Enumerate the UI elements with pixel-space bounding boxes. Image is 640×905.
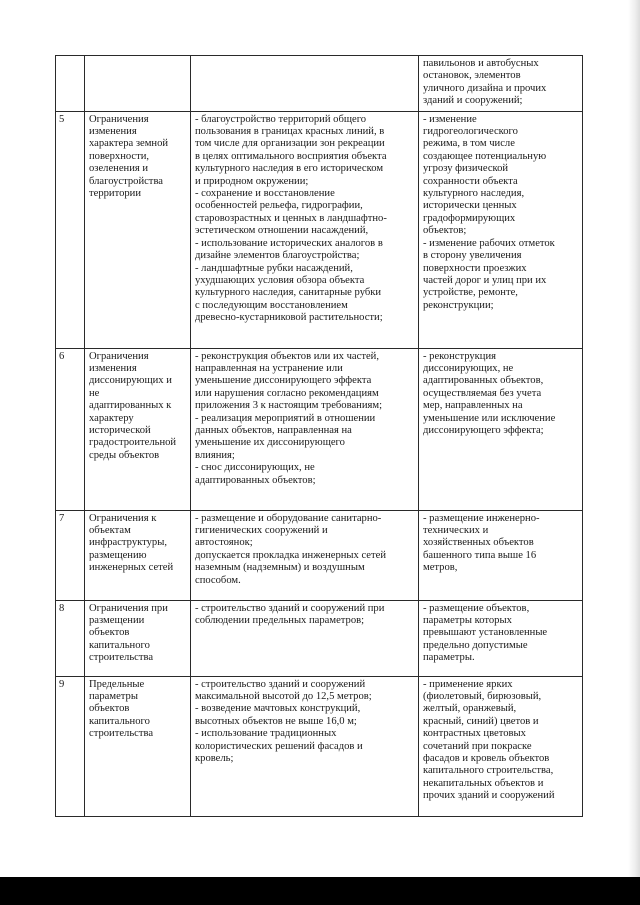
row-number: 9 <box>56 676 85 816</box>
name-line: размещению <box>89 549 147 561</box>
forbidden-line: контрастных цветовых <box>423 728 526 740</box>
scan-bottom-border <box>0 877 640 905</box>
allowed-line: уменьшение их диссонирующего <box>195 437 345 449</box>
forbidden-line: фасадов и кровель объектов <box>423 753 550 765</box>
name-line: объектов <box>89 627 130 639</box>
allowed-line: - реализация мероприятий в отношении <box>195 412 376 424</box>
name-line: озеленения и <box>89 163 149 175</box>
forbidden-line: остановок, элементов <box>423 70 521 82</box>
forbidden-cell <box>419 56 583 112</box>
forbidden-line: павильонов и автобусных <box>423 58 539 69</box>
name-line: Ограничения при <box>89 602 168 614</box>
forbidden-line: зданий и сооружений; <box>423 95 523 107</box>
restriction-name-cell <box>85 676 191 816</box>
allowed-line: дизайне элементов благоустройства; <box>195 250 360 262</box>
allowed-line: направленная на устранение или <box>195 363 343 375</box>
allowed-cell <box>191 111 419 348</box>
name-line: территории <box>89 188 142 200</box>
forbidden-line: - размещение инженерно- <box>423 512 540 524</box>
forbidden-line: частей дорог и улиц при их <box>423 274 547 286</box>
forbidden-line: башенного типа выше 16 <box>423 549 537 561</box>
allowed-line: гигиенических сооружений и <box>195 525 328 537</box>
allowed-line: с последующим восстановлением <box>195 299 348 311</box>
forbidden-cell <box>419 111 583 348</box>
name-line: характеру <box>89 412 134 424</box>
allowed-line: - сохранение и восстановление <box>195 188 335 200</box>
allowed-line: - снос диссонирующих, не <box>195 462 315 474</box>
forbidden-line: сохранности объекта <box>423 175 518 187</box>
allowed-line: - использование традиционных <box>195 728 337 740</box>
name-line: не <box>89 387 100 399</box>
forbidden-line: - применение ярких <box>423 678 513 690</box>
name-line: инженерных сетей <box>89 562 174 574</box>
restriction-name-cell <box>85 600 191 676</box>
name-line: параметры <box>89 691 138 703</box>
forbidden-line: адаптированных объектов, <box>423 375 544 387</box>
forbidden-line: желтый, оранжевый, <box>423 703 517 715</box>
allowed-line: максимальной высотой до 12,5 метров; <box>195 691 372 703</box>
forbidden-line: угрозу физической <box>423 163 509 175</box>
forbidden-line: - размещение объектов, <box>423 602 530 614</box>
forbidden-line: осуществляемая без учета <box>423 387 542 399</box>
allowed-line: - использование исторических аналогов в <box>195 237 383 249</box>
forbidden-line: предельно допустимые <box>423 639 528 651</box>
forbidden-line: мер, направленных на <box>423 400 523 412</box>
forbidden-line: красный, синий) цветов и <box>423 715 539 727</box>
forbidden-line: некапитальных объектов и <box>423 777 544 789</box>
restriction-name-cell <box>85 348 191 510</box>
allowed-line: колористических решений фасадов и <box>195 740 363 752</box>
forbidden-line: устройстве, ремонте, <box>423 287 518 299</box>
allowed-line: эстетическом отношении насаждений, <box>195 225 369 237</box>
name-line: адаптированных к <box>89 400 172 412</box>
name-line: размещении <box>89 615 145 627</box>
name-line: капитального <box>89 715 150 727</box>
allowed-line: или нарушения согласно рекомендациям <box>195 387 379 399</box>
allowed-line: - размещение и оборудование санитарно- <box>195 512 382 524</box>
forbidden-line: сочетаний при покраске <box>423 740 532 752</box>
allowed-cell <box>191 510 419 600</box>
allowed-line: ухудшающих условия обзора объекта <box>195 274 365 286</box>
name-line: Ограничения к <box>89 512 157 524</box>
name-line: поверхности, <box>89 150 150 162</box>
allowed-line: и природном окружении; <box>195 175 309 187</box>
allowed-line: приложения 3 к настоящим требованиям; <box>195 400 383 412</box>
allowed-cell <box>191 600 419 676</box>
allowed-cell <box>191 56 419 112</box>
allowed-line: пользования в границах красных линий, в <box>195 126 385 138</box>
name-line: градостроительной <box>89 437 177 449</box>
allowed-line: - благоустройство территорий общего <box>195 113 367 125</box>
name-line: изменения <box>89 126 137 138</box>
forbidden-line: режима, в том числе <box>423 138 515 150</box>
forbidden-line: диссонирующего эффекта; <box>423 425 544 437</box>
table-row <box>56 510 583 600</box>
allowed-line: наземным (надземным) и воздушным <box>195 562 365 574</box>
table-row <box>56 676 583 816</box>
forbidden-line: поверхности проезжих <box>423 262 527 274</box>
allowed-cell <box>191 676 419 816</box>
forbidden-line: градоформирующих <box>423 212 516 224</box>
table-row <box>56 56 583 112</box>
row-number: 8 <box>56 600 85 676</box>
forbidden-line: создающее потенциальную <box>423 150 547 162</box>
name-line: Предельные <box>89 678 145 690</box>
allowed-line: древесно-кустарниковой растительности; <box>195 312 383 324</box>
allowed-line: - строительство зданий и сооружений при <box>195 602 385 614</box>
forbidden-line: метров, <box>423 562 458 574</box>
forbidden-cell <box>419 676 583 816</box>
scan-edge-shadow <box>628 0 640 877</box>
table-row <box>56 348 583 510</box>
forbidden-line: уличного дизайна и прочих <box>423 82 547 94</box>
allowed-line: высотных объектов не выше 16,0 м; <box>195 715 357 727</box>
name-line: объектам <box>89 525 131 537</box>
allowed-line: старовозрастных и ценных в ландшафтно- <box>195 212 387 224</box>
allowed-line: особенностей рельефа, гидрографии, <box>195 200 363 212</box>
forbidden-line: - изменение рабочих отметок <box>423 237 555 249</box>
allowed-line: данных объектов, направленная на <box>195 425 352 437</box>
restriction-name-cell <box>85 510 191 600</box>
forbidden-line: параметры. <box>423 652 475 664</box>
forbidden-line: хозяйственных объектов <box>423 537 534 549</box>
allowed-line: уменьшение диссонирующего эффекта <box>195 375 372 387</box>
forbidden-line: параметры которых <box>423 615 512 627</box>
row-number: 5 <box>56 111 85 348</box>
name-line: изменения <box>89 363 137 375</box>
forbidden-line: уменьшение или исключение <box>423 412 556 424</box>
forbidden-cell <box>419 348 583 510</box>
forbidden-cell <box>419 600 583 676</box>
forbidden-line: исторически ценных <box>423 200 517 212</box>
forbidden-line: культурного наследия, <box>423 188 525 200</box>
forbidden-line: (фиолетовый, бирюзовый, <box>423 691 542 703</box>
forbidden-line: объектов; <box>423 225 467 237</box>
forbidden-line: технических и <box>423 525 489 537</box>
name-line: объектов <box>89 703 130 715</box>
row-number: 7 <box>56 510 85 600</box>
name-line: инфраструктуры, <box>89 537 167 549</box>
allowed-line: способом. <box>195 574 241 586</box>
allowed-line: - строительство зданий и сооружений <box>195 678 366 690</box>
restriction-name-cell <box>85 111 191 348</box>
forbidden-line: прочих зданий и сооружений <box>423 790 555 802</box>
name-line: капитального <box>89 639 150 651</box>
name-line: строительства <box>89 652 154 664</box>
forbidden-cell <box>419 510 583 600</box>
forbidden-line: в сторону увеличения <box>423 250 522 262</box>
table-row <box>56 600 583 676</box>
row-number <box>56 56 85 112</box>
name-line: исторической <box>89 425 151 437</box>
allowed-line: том числе для организации зон рекреации <box>195 138 385 150</box>
allowed-line: автостоянок; <box>195 537 253 549</box>
table-row <box>56 111 583 348</box>
allowed-line: кровель; <box>195 753 234 765</box>
requirements-table <box>55 55 583 817</box>
allowed-line: соблюдении предельных параметров; <box>195 615 365 627</box>
forbidden-line: - изменение <box>423 113 477 125</box>
allowed-line: - ландшафтные рубки насаждений, <box>195 262 353 274</box>
forbidden-line: - реконструкция <box>423 350 497 362</box>
forbidden-line: реконструкции; <box>423 299 494 311</box>
allowed-line: адаптированных объектов; <box>195 474 316 486</box>
row-number: 6 <box>56 348 85 510</box>
name-line: строительства <box>89 728 154 740</box>
name-line: Ограничения <box>89 350 149 362</box>
allowed-line: допускается прокладка инженерных сетей <box>195 549 387 561</box>
name-line: диссонирующих и <box>89 375 172 387</box>
name-line: среды объектов <box>89 449 160 461</box>
forbidden-line: капитального строительства, <box>423 765 554 777</box>
forbidden-line: превышают установленные <box>423 627 548 639</box>
allowed-line: - возведение мачтовых конструкций, <box>195 703 361 715</box>
allowed-line: - реконструкция объектов или их частей, <box>195 350 379 362</box>
allowed-cell <box>191 348 419 510</box>
allowed-line: культурного наследия в его историческом <box>195 163 384 175</box>
forbidden-line: диссонирующих, не <box>423 363 514 375</box>
name-line: характера земной <box>89 138 169 150</box>
allowed-line: в целях оптимального восприятия объекта <box>195 150 387 162</box>
forbidden-line: гидрогеологического <box>423 126 518 138</box>
allowed-line: влияния; <box>195 449 235 461</box>
name-line: Ограничения <box>89 113 149 125</box>
allowed-line: культурного наследия, санитарные рубки <box>195 287 382 299</box>
name-line: благоустройства <box>89 175 164 187</box>
restriction-name-cell <box>85 56 191 112</box>
